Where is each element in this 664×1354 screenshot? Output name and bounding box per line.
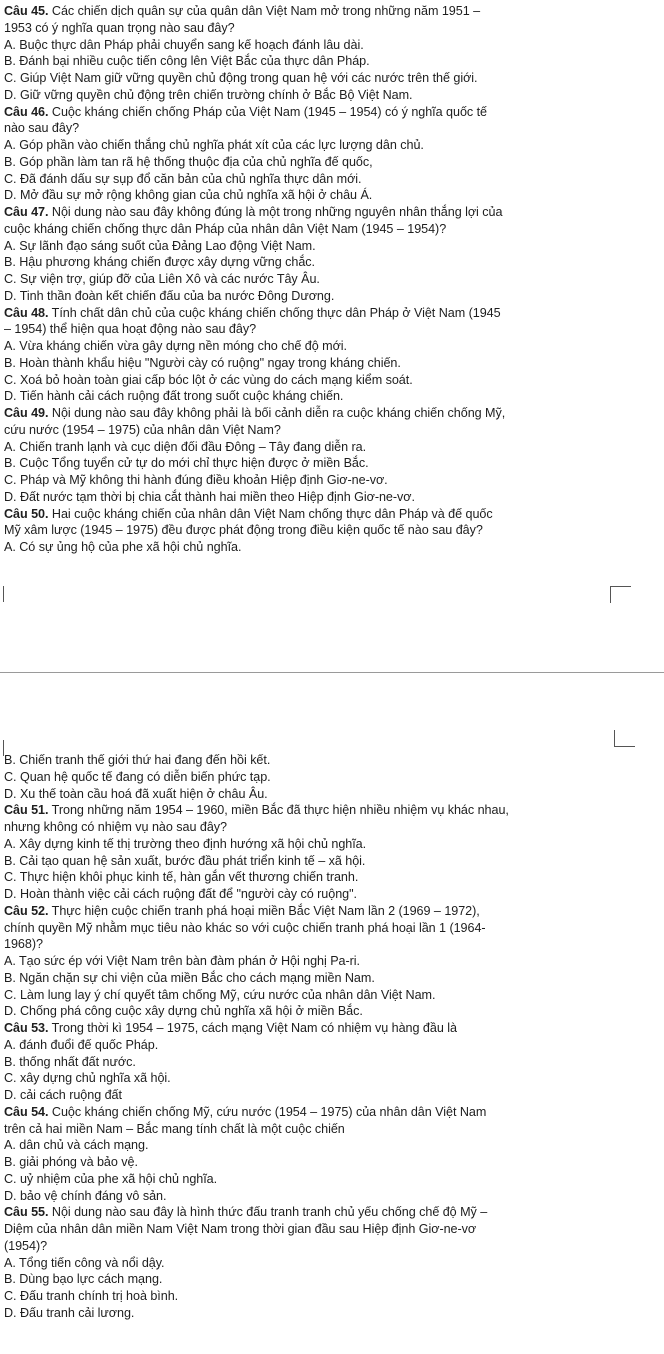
question-text: (1954)?	[4, 1238, 48, 1253]
option-b: B. thống nhất đất nước.	[4, 1054, 136, 1069]
question-text: chính quyền Mỹ nhằm mục tiêu nào khác so với cuộc chiến tranh phá hoại lần 1 (1964-	[4, 920, 486, 935]
question-text: Diệm của nhân dân miền Nam Việt Nam trong thời gian đầu sau Hiệp định Giơ-ne-vơ	[4, 1222, 477, 1236]
option-b: B. Ngăn chặn sự chi viện của miền Bắc cho cách mạng miền Nam.	[4, 970, 375, 985]
option-b: B. giải phóng và bảo vệ.	[4, 1155, 138, 1169]
option-c: C. Thực hiện khôi phục kinh tế, hàn gắn vết thương chiến tranh.	[4, 870, 359, 885]
option-c: C. Đấu tranh chính trị hoà bình.	[4, 1289, 179, 1303]
option-b: B. Đánh bại nhiều cuộc tiến công lên Việt Bắc của thực dân Pháp.	[4, 54, 370, 69]
scan-corner-mark	[3, 586, 5, 602]
option-a: A. Vừa kháng chiến vừa gây dựng nền móng cho chế độ mới.	[4, 339, 347, 353]
question-label: Câu 48.	[4, 305, 49, 320]
question-50	[4, 506, 660, 556]
question-54	[4, 1104, 660, 1205]
option-c: C. Giúp Việt Nam giữ vững quyền chủ động trong quan hệ với các nước trên thế giới.	[4, 71, 478, 85]
question-46	[4, 104, 660, 205]
option-d: D. bảo vệ chính đáng vô sản.	[4, 1188, 167, 1203]
option-d: D. Đấu tranh cải lương.	[4, 1305, 135, 1320]
option-d: D. Giữ vững quyền chủ động trên chiến trường chính ở Bắc Bộ Việt Nam.	[4, 87, 413, 102]
question-text: Mỹ xâm lược (1945 – 1975) đều được phát động trong điều kiện quốc tế nào sau đây?	[4, 523, 483, 538]
option-c: C. xây dựng chủ nghĩa xã hội.	[4, 1071, 171, 1086]
option-d: D. Tiến hành cải cách ruộng đất trong suốt cuộc kháng chiến.	[4, 389, 344, 404]
option-d: D. Xu thế toàn cầu hoá đã xuất hiện ở châu Âu.	[4, 786, 268, 801]
question-text: cuộc kháng chiến chống thực dân Pháp của nhân dân Việt Nam (1945 – 1954)?	[4, 221, 447, 236]
question-label: Câu 46.	[4, 104, 49, 119]
option-b: B. Góp phần làm tan rã hệ thống thuộc địa của chủ nghĩa đế quốc,	[4, 154, 373, 169]
question-text: nào sau đây?	[4, 121, 80, 136]
option-c: C. Quan hệ quốc tế đang có diễn biến phức tạp.	[4, 769, 271, 784]
question-label: Câu 52.	[4, 903, 49, 918]
option-a: A. Có sự ủng hộ của phe xã hội chủ nghĩa.	[4, 540, 242, 554]
question-48	[4, 305, 660, 406]
question-text: Trong thời kì 1954 – 1975, cách mạng Việt Nam có nhiệm vụ hàng đầu là	[48, 1021, 457, 1035]
question-text: nhưng không có nhiệm vụ nào sau đây?	[4, 820, 227, 834]
bottom-block	[4, 752, 660, 1322]
question-text: Trong những năm 1954 – 1960, miền Bắc đã thực hiện nhiều nhiệm vụ khác nhau,	[48, 803, 509, 818]
option-c: C. uỷ nhiệm của phe xã hội chủ nghĩa.	[4, 1171, 218, 1186]
question-label: Câu 49.	[4, 406, 49, 420]
question-51	[4, 802, 660, 903]
scan-corner-mark	[610, 586, 631, 603]
question-45	[4, 3, 660, 104]
question-label: Câu 50.	[4, 506, 49, 521]
question-text: Nội dung nào sau đây không phải là bối cảnh diễn ra cuộc kháng chiến chống Mỹ,	[48, 406, 506, 420]
page-separator	[0, 672, 664, 673]
question-text: cứu nước (1954 – 1975) của nhân dân Việt Nam?	[4, 422, 281, 437]
option-a: A. Xây dựng kinh tế thị trường theo định hướng xã hội chủ nghĩa.	[4, 836, 367, 851]
option-d: D. cải cách ruộng đất	[4, 1088, 122, 1102]
question-text: Cuộc kháng chiến chống Mỹ, cứu nước (1954 – 1975) của nhân dân Việt Nam	[48, 1104, 487, 1119]
question-52	[4, 903, 660, 1020]
option-a: A. Tổng tiến công và nổi dậy.	[4, 1255, 165, 1270]
question-text: – 1954) thể hiện qua hoạt động nào sau đây?	[4, 322, 257, 337]
option-a: A. Chiến tranh lạnh và cục diện đối đầu Đông – Tây đang diễn ra.	[4, 439, 367, 454]
question-50-continued	[4, 752, 660, 802]
question-text: Thực hiện cuộc chiến tranh phá hoại miền Bắc Việt Nam lần 2 (1969 – 1972),	[48, 903, 480, 918]
question-53	[4, 1020, 660, 1104]
question-text: Nội dung nào sau đây không đúng là một trong những nguyên nhân thắng lợi của	[48, 205, 503, 219]
option-b: B. Cải tạo quan hệ sản xuất, bước đầu phát triển kinh tế – xã hội.	[4, 853, 366, 868]
option-c: C. Xoá bỏ hoàn toàn giai cấp bóc lột ở các vùng do cách mạng kiểm soát.	[4, 372, 413, 387]
option-d: D. Tinh thần đoàn kết chiến đấu của ba nước Đông Dương.	[4, 288, 335, 303]
option-a: A. đánh đuổi đế quốc Pháp.	[4, 1037, 159, 1052]
question-text: Cuộc kháng chiến chống Pháp của Việt Nam (1945 – 1954) có ý nghĩa quốc tế	[48, 104, 487, 119]
question-label: Câu 55.	[4, 1205, 49, 1220]
option-b: B. Hoàn thành khẩu hiệu "Người cày có ruộng" ngay trong kháng chiến.	[4, 355, 401, 370]
question-text: 1968)?	[4, 937, 43, 952]
question-text: trên cả hai miền Nam – Bắc mang tính chất là một cuộc chiến	[4, 1121, 345, 1136]
option-c: C. Làm lung lay ý chí quyết tâm chống Mỹ, cứu nước của nhân dân Việt Nam.	[4, 987, 436, 1002]
question-47	[4, 204, 660, 305]
option-b: B. Cuộc Tổng tuyển cử tự do mới chỉ thực hiện được ở miền Bắc.	[4, 456, 369, 471]
option-d: D. Hoàn thành việc cải cách ruộng đất để "người cày có ruộng".	[4, 887, 357, 901]
question-text: Hai cuộc kháng chiến của nhân dân Việt Nam chống thực dân Pháp và đế quốc	[48, 506, 493, 521]
option-a: A. dân chủ và cách mạng.	[4, 1138, 149, 1153]
option-d: D. Mở đầu sự mở rộng không gian của chủ nghĩa xã hội ở châu Á.	[4, 188, 373, 203]
question-text: Tính chất dân chủ của cuộc kháng chiến chống thực dân Pháp ở Việt Nam (1945	[48, 305, 501, 320]
question-55	[4, 1204, 660, 1321]
question-49	[4, 405, 660, 506]
scan-corner-mark	[614, 730, 635, 747]
question-label: Câu 47.	[4, 205, 49, 219]
option-a: A. Góp phần vào chiến thắng chủ nghĩa phát xít của các lực lượng dân chủ.	[4, 138, 424, 152]
option-c: C. Sự viện trợ, giúp đỡ của Liên Xô và các nước Tây Âu.	[4, 272, 320, 286]
question-label: Câu 45.	[4, 4, 49, 18]
question-text: Các chiến dịch quân sự của quân dân Việt Nam mở trong những năm 1951 –	[48, 4, 481, 18]
question-text: Nội dung nào sau đây là hình thức đấu tranh tranh chủ yếu chống chế độ Mỹ –	[48, 1205, 488, 1220]
option-d: D. Chống phá công cuộc xây dựng chủ nghĩa xã hội ở miền Bắc.	[4, 1004, 363, 1019]
question-label: Câu 51.	[4, 803, 49, 818]
option-d: D. Đất nước tạm thời bị chia cắt thành hai miền theo Hiệp định Giơ-ne-vơ.	[4, 489, 415, 504]
option-b: B. Hậu phương kháng chiến được xây dựng vững chắc.	[4, 255, 315, 270]
option-c: C. Pháp và Mỹ không thi hành đúng điều khoản Hiệp định Giơ-ne-vơ.	[4, 473, 388, 487]
question-label: Câu 53.	[4, 1021, 49, 1035]
question-text: 1953 có ý nghĩa quan trọng nào sau đây?	[4, 20, 235, 35]
question-label: Câu 54.	[4, 1104, 49, 1119]
option-c: C. Đã đánh dấu sự sụp đổ căn bản của chủ nghĩa thực dân mới.	[4, 171, 362, 186]
option-a: A. Sự lãnh đạo sáng suốt của Đảng Lao động Việt Nam.	[4, 238, 316, 253]
option-b: B. Dùng bạo lực cách mạng.	[4, 1272, 163, 1287]
top-block	[4, 3, 660, 556]
option-a: A. Buộc thực dân Pháp phải chuyển sang kế hoạch đánh lâu dài.	[4, 37, 364, 52]
option-b: B. Chiến tranh thế giới thứ hai đang đến hồi kết.	[4, 753, 271, 767]
option-a: A. Tạo sức ép với Việt Nam trên bàn đàm phán ở Hội nghị Pa-ri.	[4, 954, 360, 968]
